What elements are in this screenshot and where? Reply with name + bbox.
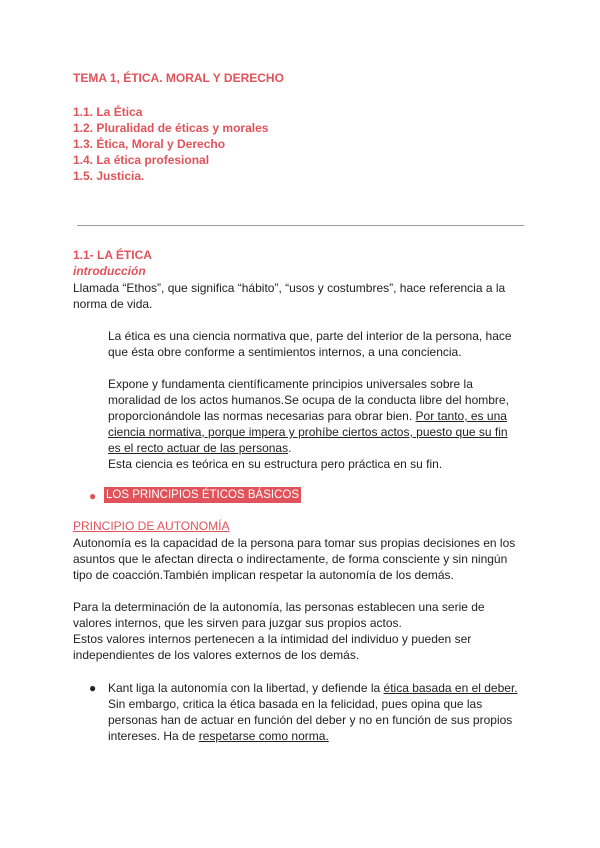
autonomy-paragraph [73, 535, 543, 583]
underlined-text: respetarse como norma. [198, 729, 329, 743]
intro-paragraph [73, 280, 543, 312]
text-line: que ésta obre conforme a sentimientos internos, a una conciencia. [108, 345, 462, 359]
text-span: . [288, 441, 292, 455]
text-line: Para la determinación de la autonomía, las personas establecen una serie de [73, 600, 485, 614]
text-line [108, 728, 538, 744]
text-line: asuntos que le afectan directa o indirectamente, de forma consciente y sin ningún [73, 552, 508, 566]
toc-item: 1.5. Justicia. [73, 169, 145, 183]
text-span: Kant liga la autonomía con la libertad, y defiende la [108, 681, 384, 695]
text-line: Sin embargo, critica la ética basada en la felicidad, pues opina que las [108, 697, 483, 711]
ethics-explanation-paragraph [108, 376, 538, 472]
text-line: La ética es una ciencia normativa que, parte del interior de la persona, hace [108, 329, 512, 343]
text-span: intereses. Ha de [108, 729, 199, 743]
kant-bullet-paragraph [108, 680, 538, 744]
text-line: norma de vida. [73, 297, 153, 311]
underlined-text: es el recto actuar de las personas [108, 441, 289, 455]
text-span: proporcionándole las normas necesarias para obrar bien. [108, 409, 416, 423]
text-line: independientes de los valores externos de los demás. [73, 648, 360, 662]
text-line [108, 440, 538, 456]
section-heading: 1.1- LA ÉTICA [73, 248, 152, 262]
ethics-definition-paragraph [108, 328, 538, 360]
toc-item: 1.2. Pluralidad de éticas y morales [73, 121, 269, 135]
section-subheading: introducción [73, 264, 146, 278]
horizontal-divider [77, 225, 524, 226]
underlined-text: ciencia normativa, porque impera y prohíbe ciertos actos, puesto que su fin [108, 425, 508, 439]
text-line [108, 424, 538, 440]
text-line: tipo de coacción.También implican respetar la autonomía de los demás. [73, 568, 454, 582]
text-line: moralidad de los actos humanos.Se ocupa de la conducta libre del hombre, [108, 393, 509, 407]
underlined-text: ética basada en el deber. [383, 681, 518, 695]
text-line: valores internos, que les sirven para juzgar sus propios actos. [73, 616, 402, 630]
toc-item: 1.1. La Ética [73, 105, 143, 119]
autonomy-values-paragraph [73, 599, 543, 663]
toc-item: 1.4. La ética profesional [73, 153, 210, 167]
text-line: personas han de actuar en función del deber y no en función de sus propios [108, 713, 513, 727]
text-line [108, 680, 538, 696]
table-of-contents [73, 104, 268, 184]
bullet-icon: ● [89, 489, 97, 503]
text-line [108, 408, 538, 424]
toc-item: 1.3. Ética, Moral y Derecho [73, 137, 226, 151]
text-line: Estos valores internos pertenecen a la intimidad del individuo y pueden ser [73, 632, 472, 646]
document-title: TEMA 1, ÉTICA. MORAL Y DERECHO [73, 71, 284, 85]
underlined-text: Por tanto, es una [415, 409, 507, 423]
text-line: Expone y fundamenta científicamente principios universales sobre la [108, 377, 473, 391]
highlighted-heading: LOS PRINCIPIOS ÉTICOS BÁSICOS [106, 489, 299, 501]
bullet-icon: ● [89, 681, 97, 695]
text-line: Llamada “Ethos”, que significa “hábito”, “usos y costumbres”, hace referencia a la [73, 281, 506, 295]
principle-heading: PRINCIPIO DE AUTONOMÍA [73, 519, 230, 533]
text-line: Autonomía es la capacidad de la persona para tomar sus propias decisiones en los [73, 536, 516, 550]
text-line: Esta ciencia es teórica en su estructura pero práctica en su fin. [108, 457, 443, 471]
